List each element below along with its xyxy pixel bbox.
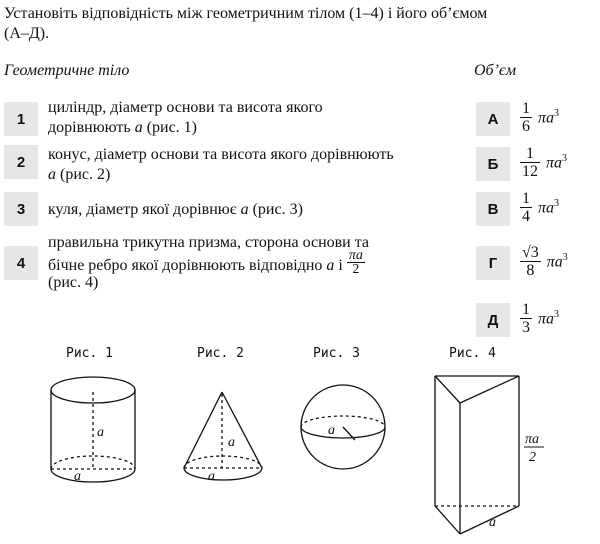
caption-fig-2: Рис. 2 — [197, 346, 244, 361]
item-text-1: циліндр, діаметр основи та висота якого дорівнюють a (рис. 1) — [48, 99, 323, 136]
header-bodies: Геометричне тіло — [4, 62, 130, 79]
figure-prism — [435, 376, 544, 534]
volume-letter-v: В — [476, 192, 510, 226]
item-text-4: правильна трикутна призма, сторона основи та бічне ребро якої дорівнюють відповідно a і $\frac{\pi a}{2}$ (рис. 4) — [48, 234, 370, 291]
volume-letter-h: Г — [476, 246, 510, 280]
item-number-4: 4 — [4, 246, 38, 280]
caption-fig-1: Рис. 1 — [66, 346, 113, 361]
item-number-1: 1 — [4, 102, 38, 136]
volume-letter-a: А — [476, 102, 510, 136]
figures-svg — [0, 366, 600, 544]
sphere-label-diameter: a — [328, 423, 335, 438]
task-title: Установіть відповідність між геометричним тілом (1–4) і його об’ємом (А–Д). — [4, 5, 488, 42]
volume-value-v: $\frac{1}{4}$ $\pi a^3$ — [522, 190, 560, 225]
figure-cone — [184, 392, 262, 484]
cone-label-height: a — [228, 435, 235, 450]
item-text-2: конус, діаметр основи та висота якого дорівнюють a (рис. 2) — [48, 146, 394, 183]
item-number-2: 2 — [4, 145, 38, 179]
prism-label-base: a — [489, 515, 496, 530]
volume-letter-b: Б — [476, 147, 510, 181]
prism-label-height-num: πa — [525, 432, 540, 447]
volume-value-b: $\frac{1}{12}$ $\pi a^3$ — [522, 145, 568, 180]
volume-value-a: $\frac{1}{6}$ $\pi a^3$ — [522, 100, 560, 135]
volume-value-d: $\frac{1}{3}$ $\pi a^3$ — [522, 301, 560, 336]
caption-fig-4: Рис. 4 — [449, 346, 496, 361]
volume-letter-d: Д — [476, 303, 510, 337]
prism-label-height-den: 2 — [529, 450, 536, 465]
item-text-3: куля, діаметр якої дорівнює a (рис. 3) — [48, 201, 303, 218]
figure-sphere — [301, 385, 385, 469]
volume-value-h: $\frac{√3}{8}$ $\pi a^3$ — [522, 244, 568, 279]
figure-cylinder — [51, 377, 135, 484]
cone-label-diameter: a — [208, 469, 215, 484]
cylinder-label-height: a — [97, 425, 104, 440]
cylinder-label-diameter: a — [74, 469, 81, 484]
caption-fig-3: Рис. 3 — [313, 346, 360, 361]
item-number-3: 3 — [4, 192, 38, 226]
header-volumes: Об’єм — [474, 62, 517, 79]
